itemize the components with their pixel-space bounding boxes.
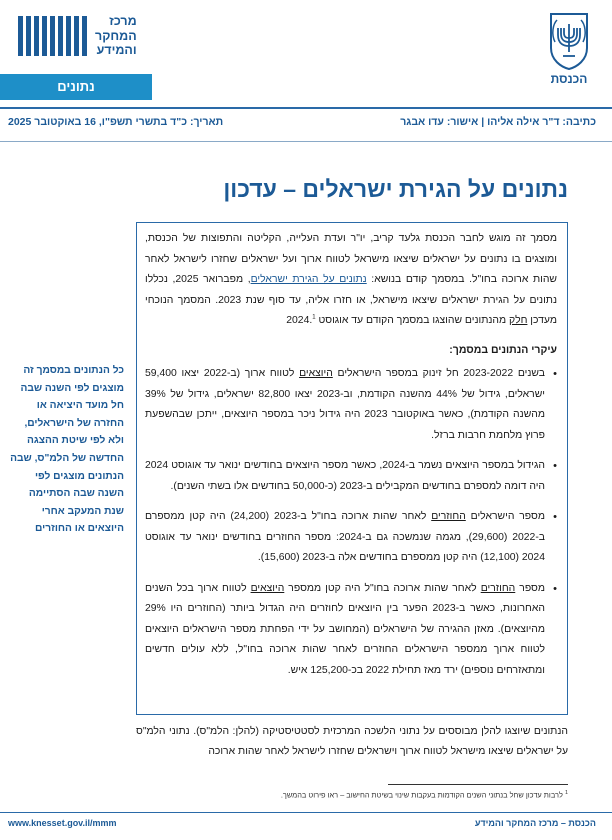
header-divider: [0, 107, 612, 109]
bars-icon: [18, 16, 87, 56]
publication-date: תאריך: כ"ד בתשרי תשפ"ו, 16 באוקטובר 2025: [8, 116, 224, 128]
footnote-ref[interactable]: 1: [312, 314, 316, 321]
knesset-logo: [542, 12, 596, 86]
menorah-emblem-icon: [547, 12, 591, 70]
list-item: • מספר הישראלים החוזרים לאחר שהות ארוכה בחו"ל ב-2023 (24,200) היה קטן ממספרם ב-2022 (29,600), מגמה שנמשכה גם ב-2024: מספר החוזרים בחודשים ינואר עד אוגוסט 2024 (12,100) היה קטן ממספרם בחודשים אלה ב-2023 (15,600).: [145, 507, 545, 569]
research-center-name: מרכז המחקר והמידע: [95, 14, 137, 57]
main-points-heading: עיקרי הנתונים במסמך:: [449, 343, 557, 356]
side-note: כל הנתונים במסמך זה מוצגים לפי השנה שבה חל מועד היציאה או החזרה של הישראלים, ולא לפי שיטת ההצגה החדשה של הלמ"ס, שבה הנתונים מוצגים לפי השנה שבה הסתיימה שנת המעקב אחרי היוצאים או החוזרים: [10, 365, 124, 535]
list-item: • מספר החוזרים לאחר שהות ארוכה בחו"ל היה קטן ממספר היוצאים לטווח ארוך בכל השנים האחרונות, כאשר ב-2023 הפער בין היוצאים לחוזרים היה הגדול ביותר (החוזרים היו 29% מהיוצאים). מאזן ההגירה של הישראלים (המחושב על ידי הפחתת מספר הישראלים היוצאים לטווח ארוך ממספר הישראלים החוזרים לאחר שהות ארוכה בחו"ל, ללא עולים חדשים ומתאזרחים נוספים) ירד מאז תחילת 2022 בכ-125,200 איש.: [145, 579, 545, 682]
list-item: • בשנים 2023-2022 חל זינוק במספר הישראלים היוצאים לטווח ארוך (ב-2022 יצאו 59,400 ישראלים, גידול של 44% מהשנה הקודמת, וב-2023 יצאו 82,800 ישראלים, גידול של 39% מהשנה הקודמת), כאשר באוקטובר 2023 היה גידול ניכר במספר היוצאים, ייתכן שבהשפעת פרוץ מלחמת חרבות ברזל.: [145, 364, 545, 446]
list-item: • הגידול במספר היוצאים נשמר ב-2024, כאשר מספר היוצאים בחודשים ינואר עד אוגוסט 2024 היה דומה למספרם בחודשים המקבילים ב-2023 (כ-50,000 בחודשים אלו בשתי השנים).: [145, 456, 545, 497]
footnote-divider: [388, 784, 568, 785]
body-paragraph: הנתונים שיוצגו להלן מבוססים על נתוני הלשכה המרכזית לסטטיסטיקה (להלן: הלמ"ס). נתוני הלמ"ס על ישראלים שיצאו מישראל לטווח ארוך וישראלים שחזרו לישראל לאחר שהות ארוכה: [136, 726, 568, 757]
footnote: $^1$ לרבות עדכון שחל בנתוני השנים הקודמות בעקבות שינוי בשיטת החישוב – ראו פירוט בהמשך.: [280, 790, 568, 800]
research-center-logo: [0, 14, 152, 100]
summary-box: [136, 222, 568, 715]
previous-document-link[interactable]: נתונים על הגירת ישראלים: [250, 274, 367, 285]
document-type-tag: נתונים: [0, 74, 152, 100]
meta-divider: [0, 141, 612, 142]
page-title: נתונים על הגירת ישראלים – עדכון: [223, 176, 568, 202]
footer-website-link[interactable]: www.knesset.gov.il/mmm: [8, 818, 117, 828]
intro-paragraph: מסמך זה מוגש לחבר הכנסת גלעד קריב, יו"ר ועדת העלייה, הקליטה והתפוצות של הכנסת, ומוצגים בו נתונים על ישראלים שיצאו מישראל לטווח ארוך ועל ישראלים שחזרו לישראל לאחר שהות ארוכה בחו"ל. במסמך קודם בנושא: נתונים על הגירת ישראלים, מפברואר 2025, נכללו נתונים על הגירת ישראלים שיצאו מישראל, או חזרו אליה, עד סוף שנת 2023. המסמך הנוכחי מעדכן חלק מהנתונים שהוצגו במסמך הקודם עד אוגוסט 2024.$^1$: [145, 233, 557, 326]
knesset-name: הכנסת: [550, 72, 588, 86]
footer-divider: [0, 812, 612, 813]
main-points-list: [145, 364, 557, 681]
authors: כתיבה: ד"ר אילה אליהו | אישור: עדו אבגר: [400, 116, 596, 128]
footer-org: הכנסת – מרכז המחקר והמידע: [474, 818, 596, 828]
document-meta: [8, 116, 596, 132]
